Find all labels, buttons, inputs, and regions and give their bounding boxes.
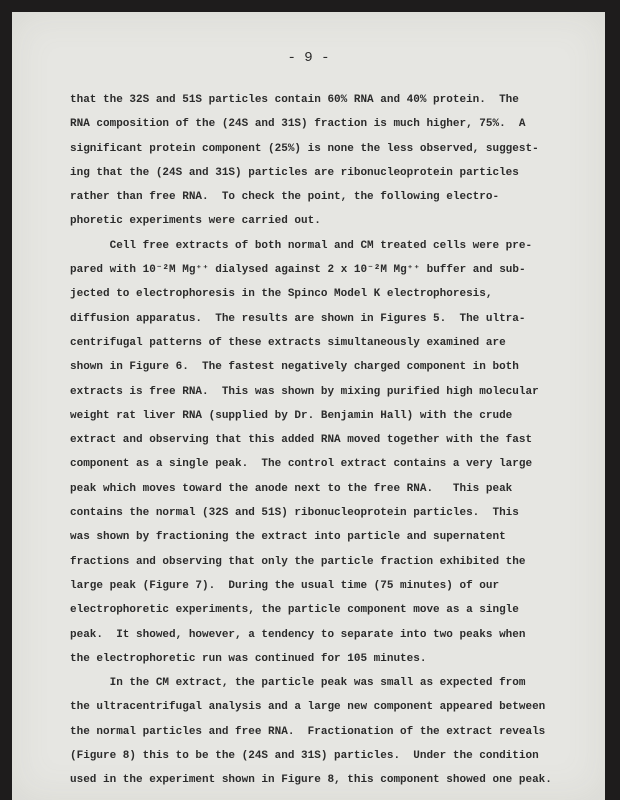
text-line: that the 32S and 51S particles contain 60% RNA and 40% protein. The [70, 94, 519, 106]
text-line: shown in Figure 6. The fastest negatively charged component in both [70, 361, 519, 374]
text-line: jected to electrophoresis in the Spinco Model K electrophoresis, [70, 288, 493, 301]
text-line: extracts is free RNA. This was shown by mixing purified high molecular [70, 385, 539, 398]
text-line: peak which moves toward the anode next to the free RNA. This peak [70, 482, 513, 495]
document-page [12, 12, 605, 800]
body-text [70, 88, 585, 793]
text-line: Cell free extracts of both normal and CM treated cells were pre- [70, 239, 533, 252]
text-line: the electrophoretic run was continued for 105 minutes. [70, 652, 427, 665]
text-line: electrophoretic experiments, the particle component move as a single [70, 604, 519, 617]
text-line: used in the experiment shown in Figure 8, this component showed one peak. [70, 774, 552, 787]
text-line: centrifugal patterns of these extracts simultaneously examined are [70, 336, 506, 349]
text-line: peak. It showed, however, a tendency to separate into two peaks when [70, 628, 526, 641]
text-line: fractions and observing that only the particle fraction exhibited the [70, 555, 526, 568]
text-line: phoretic experiments were carried out. [70, 215, 321, 228]
text-line: component as a single peak. The control extract contains a very large [70, 458, 533, 471]
text-line: diffusion apparatus. The results are shown in Figures 5. The ultra- [70, 312, 526, 325]
text-line: was shown by fractioning the extract into particle and supernatent [70, 531, 506, 544]
text-line: ing that the (24S and 31S) particles are ribonucleoprotein particles [70, 166, 519, 179]
text-line: pared with 10⁻²M Mg⁺⁺ dialysed against 2 x 10⁻²M Mg⁺⁺ buffer and sub- [70, 264, 526, 277]
text-line: the ultracentrifugal analysis and a large new component appeared between [70, 701, 546, 714]
text-line: rather than free RNA. To check the point, the following electro- [70, 191, 500, 204]
text-line: contains the normal (32S and 51S) ribonucleoprotein particles. This [70, 507, 519, 520]
text-line: weight rat liver RNA (supplied by Dr. Benjamin Hall) with the crude [70, 409, 513, 422]
text-line: significant protein component (25%) is none the less observed, suggest- [70, 142, 539, 155]
page-number: - 9 - [287, 50, 330, 66]
text-line: RNA composition of the (24S and 31S) fraction is much higher, 75%. A [70, 118, 526, 131]
text-line: In the CM extract, the particle peak was small as expected from [70, 677, 526, 690]
text-line: (Figure 8) this to be the (24S and 31S) particles. Under the condition [70, 750, 539, 763]
text-line: extract and observing that this added RNA moved together with the fast [70, 434, 533, 447]
text-line: large peak (Figure 7). During the usual time (75 minutes) of our [70, 579, 500, 592]
text-line: the normal particles and free RNA. Fractionation of the extract reveals [70, 725, 546, 738]
